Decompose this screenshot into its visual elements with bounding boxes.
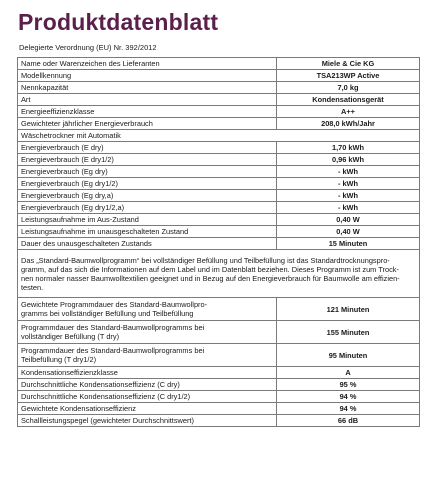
row-label: Energieverbrauch (E dry) [18, 142, 277, 154]
row-value: 94 % [277, 403, 420, 415]
page-title: Produktdatenblatt [18, 9, 219, 35]
row-value: 0,40 W [277, 214, 420, 226]
row-label [18, 344, 277, 367]
row-label: Gewichtete Kondensationseffizienz [18, 403, 277, 415]
row-value: 0,96 kWh [277, 154, 420, 166]
table-row [18, 226, 420, 238]
table-row [18, 367, 420, 379]
table-row [18, 202, 420, 214]
table-row [18, 94, 420, 106]
row-label: Leistungsaufnahme im unausgeschalteten Zustand [18, 226, 277, 238]
table-row [18, 106, 420, 118]
row-value: - kWh [277, 178, 420, 190]
row-value: 95 Minuten [277, 344, 420, 367]
row-label: Modellkennung [18, 70, 277, 82]
row-label: Energieverbrauch (Eg dry1/2) [18, 178, 277, 190]
table-row [18, 321, 420, 344]
row-label: Dauer des unausgeschalteten Zustands [18, 238, 277, 250]
automatic-note: Wäschetrockner mit Automatik [18, 130, 420, 142]
row-label-line: Gewichtete Programmdauer des Standard-Baumwollpro- [21, 300, 208, 309]
table-row [18, 166, 420, 178]
row-value: 95 % [277, 379, 420, 391]
row-value: 155 Minuten [277, 321, 420, 344]
row-label: Energieverbrauch (Eg dry1/2,a) [18, 202, 277, 214]
row-value: TSA213WP Active [277, 70, 420, 82]
row-value: - kWh [277, 202, 420, 214]
table-row [18, 118, 420, 130]
row-value: 0,40 W [277, 226, 420, 238]
row-value: - kWh [277, 190, 420, 202]
row-label [18, 321, 277, 344]
row-label: Gewichteter jährlicher Energieverbrauch [18, 118, 277, 130]
table-row [18, 82, 420, 94]
table-row [18, 298, 420, 321]
row-label-line: Teilbefüllung (T dry1/2) [21, 355, 97, 364]
program-note-line: Das „Standard-Baumwollprogramm“ bei vollständiger Befüllung und Teilbefüllung ist das Standardtrocknungspro- [21, 255, 390, 265]
row-label: Energieverbrauch (Eg dry) [18, 166, 277, 178]
row-label: Art [18, 94, 277, 106]
row-label: Energieeffizienzklasse [18, 106, 277, 118]
row-value: A++ [277, 106, 420, 118]
table-row-program-note [18, 250, 420, 298]
table-row [18, 178, 420, 190]
row-label: Kondensationseffizienzklasse [18, 367, 277, 379]
table-row [18, 70, 420, 82]
row-value: Miele & Cie KG [277, 58, 420, 70]
row-value: 208,0 kWh/Jahr [277, 118, 420, 130]
program-note-line: gramm, auf das sich die Informationen auf dem Label und im Datenblatt beziehen. Dieses Programm ist zum Trock- [21, 264, 399, 274]
row-label-line: Programmdauer des Standard-Baumwollprogramms bei [21, 346, 205, 355]
program-note-line: testen. [21, 282, 44, 292]
row-label: Energieverbrauch (E dry1/2) [18, 154, 277, 166]
table-row-automatic [18, 130, 420, 142]
row-value: Kondensationsgerät [277, 94, 420, 106]
table-row [18, 391, 420, 403]
row-value: - kWh [277, 166, 420, 178]
table-row [18, 379, 420, 391]
row-value: 94 % [277, 391, 420, 403]
row-label: Energieverbrauch (Eg dry,a) [18, 190, 277, 202]
row-label: Leistungsaufnahme im Aus-Zustand [18, 214, 277, 226]
row-label-line: Programmdauer des Standard-Baumwollprogramms bei [21, 323, 205, 332]
table-row [18, 142, 420, 154]
datasheet-table [17, 57, 420, 427]
program-note-line: nen normaler nasser Baumwolltextilien geeignet und in Bezug auf den Energieverbrauch für Baumwolle am effizien- [21, 273, 400, 283]
table-row [18, 58, 420, 70]
row-label: Nennkapazität [18, 82, 277, 94]
row-value: 7,0 kg [277, 82, 420, 94]
row-label: Durchschnittliche Kondensationseffizienz (C dry1/2) [18, 391, 277, 403]
table-row [18, 403, 420, 415]
program-note [18, 250, 420, 298]
table-row [18, 238, 420, 250]
table-row [18, 154, 420, 166]
table-row [18, 190, 420, 202]
table-row [18, 344, 420, 367]
row-label-line: gramms bei vollständiger Befüllung und Teilbefüllung [21, 309, 194, 318]
row-label-line: vollständiger Befüllung (T dry) [21, 332, 120, 341]
regulation-subtitle: Delegierte Verordnung (EU) Nr. 392/2012 [19, 43, 157, 52]
row-value: 15 Minuten [277, 238, 420, 250]
table-row [18, 415, 420, 427]
row-label: Schallleistungspegel (gewichteter Durchschnittswert) [18, 415, 277, 427]
row-value: A [277, 367, 420, 379]
row-value: 66 dB [277, 415, 420, 427]
row-value: 1,70 kWh [277, 142, 420, 154]
row-value: 121 Minuten [277, 298, 420, 321]
row-label: Durchschnittliche Kondensationseffizienz (C dry) [18, 379, 277, 391]
row-label [18, 298, 277, 321]
row-label: Name oder Warenzeichen des Lieferanten [18, 58, 277, 70]
table-row [18, 214, 420, 226]
